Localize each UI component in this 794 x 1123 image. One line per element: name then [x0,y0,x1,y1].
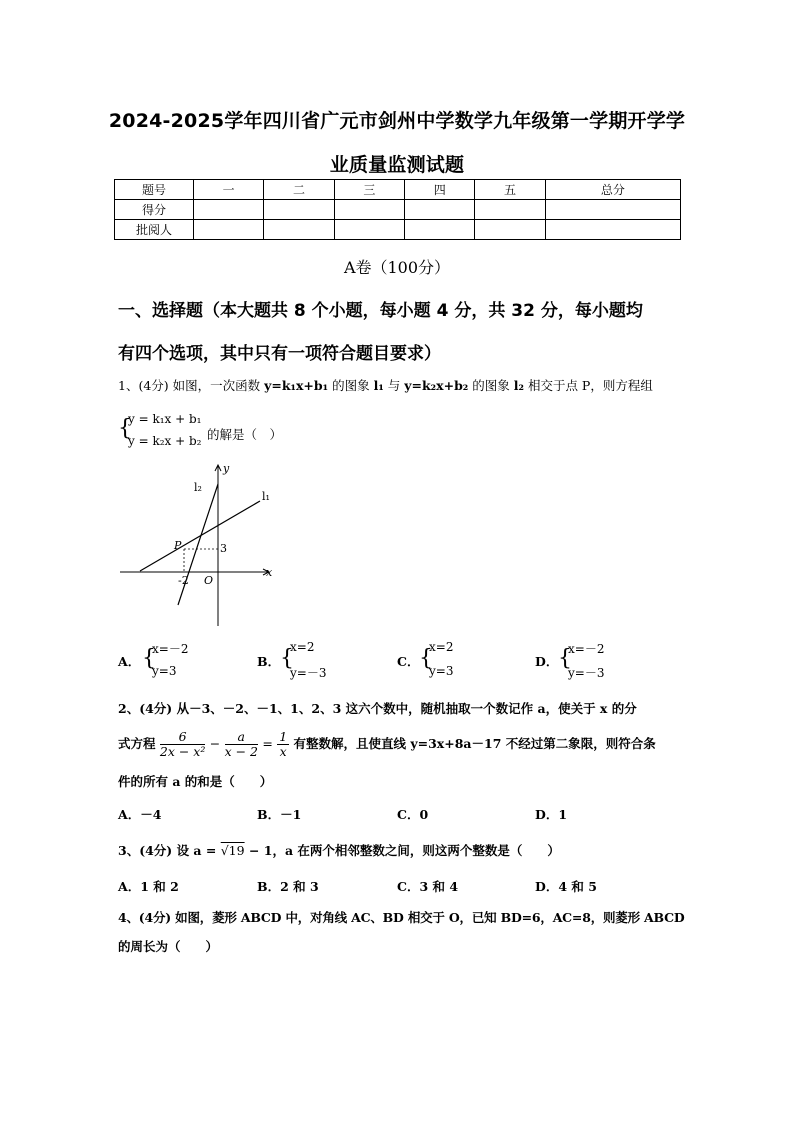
label-origin: O [204,574,214,587]
label-neg2: -2 [178,574,189,587]
question-4-line2: 的周长为（ ） [118,939,219,954]
fraction-numerator: a [225,730,258,745]
score-row-label: 批阅人 [115,220,194,240]
score-header-cell: 一 [194,180,264,200]
q1-option-b[interactable] [257,652,280,670]
q1-system-top: y = k₁x + b₁ [128,412,202,426]
q1-option-c-brace: { [419,646,433,671]
q1-text: 的图象 [468,378,514,393]
section-a-heading: A卷（100分） [343,258,451,277]
question-4-line1: 4、(4分) 如图，菱形 ABCD 中，对角线 AC、BD 相交于 O，已知 BD=6，AC=8，则菱形 ABCD [118,910,685,925]
q1-option-d-bottom: y=－3 [568,666,605,680]
q1-option-d-top: x=－2 [568,642,605,656]
score-header-cell: 三 [334,180,404,200]
q3-option-c[interactable]: C．3 和 4 [397,879,459,894]
option-letter: A． [118,654,141,669]
score-table-row [115,200,681,220]
label-l2: l₂ [194,481,202,494]
q1-text: 的图象 [328,378,374,393]
q1-option-b-bottom: y=－3 [290,666,327,680]
q1-equation-1: y=k₁x+b₁ [264,378,329,393]
label-3: 3 [220,542,227,555]
q2-equals: = [262,736,273,751]
score-cell[interactable] [194,220,264,240]
q2-option-d[interactable]: D．1 [535,807,568,822]
score-table-header-row [115,180,681,200]
label-p: P [174,539,182,552]
section1-heading-line1: 一、选择题（本大题共 8 个小题，每小题 4 分，共 32 分，每小题均 [118,301,643,321]
label-y: y [223,462,230,475]
q1-system-brace: { [118,416,132,441]
fraction-numerator: 1 [279,729,288,744]
q1-prefix: 1、(4分) 如图，一次函数 [118,378,265,393]
q3-option-a[interactable]: A．1 和 2 [118,879,179,894]
fraction-denominator: x − 2 [224,744,258,759]
line-l1 [140,501,260,571]
q2-fraction-2 [225,730,258,759]
q2-suffix: 有整数解，且使直线 y=3x+8a－17 不经过第二象限，则符合条 [293,736,656,751]
score-cell[interactable] [334,220,404,240]
fraction-denominator: 2x − x² [159,744,206,759]
q1-text: 相交于点 P，则方程组 [523,378,653,393]
score-cell[interactable] [264,200,334,220]
q1-option-d-brace: { [558,646,572,671]
question-1-stem [118,376,680,394]
q1-option-c-bottom: y=3 [429,664,454,678]
question-3-stem [118,841,680,859]
label-x: x [266,566,273,579]
option-letter: D． [535,654,559,669]
question-2-line1: 2、(4分) 从－3、－2、－1、1、2、3 这六个数中，随机抽取一个数记作 a，使关于 x 的分 [118,701,637,716]
q1-option-a-top: x=－2 [152,642,189,656]
question-2-line3: 件的所有 a 的和是（ ） [118,774,273,789]
q2-fraction-1 [160,730,205,759]
score-cell[interactable] [475,220,545,240]
q3-option-d[interactable]: D．4 和 5 [535,879,597,894]
question-2-line2 [118,724,680,764]
option-letter: C． [397,654,420,669]
q1-option-a[interactable] [118,652,140,670]
fraction-numerator: 6 [160,730,205,745]
q2-minus: − [209,736,221,751]
score-header-cell: 四 [405,180,475,200]
q1-line-l2: l₂ [513,378,524,393]
fraction-denominator: x [279,744,287,759]
q1-option-d[interactable] [535,652,558,670]
q2-option-c[interactable]: C．0 [397,807,429,822]
q3-prefix: 3、(4分) 设 a = [118,843,221,858]
score-cell[interactable] [405,220,475,240]
q1-option-c-top: x=2 [429,640,454,654]
q2-fraction-3 [277,730,289,759]
q1-option-b-top: x=2 [290,640,315,654]
q1-graph [118,460,278,630]
exam-title-line1: 2024-2025学年四川省广元市剑州中学数学九年级第一学期开学学 [108,110,686,132]
q3-option-b[interactable]: B．2 和 3 [257,879,319,894]
score-cell[interactable] [405,200,475,220]
option-letter: B． [257,654,281,669]
score-cell[interactable] [264,220,334,240]
score-table-row [115,220,681,240]
q1-option-a-bottom: y=3 [152,664,177,678]
exam-title-line2: 业质量监测试题 [329,154,465,176]
section1-heading-line2: 有四个选项，其中只有一项符合题目要求） [118,344,441,364]
score-cell[interactable] [475,200,545,220]
q2-prefix: 式方程 [118,736,156,751]
q1-option-c[interactable] [397,652,419,670]
q2-option-a[interactable]: A．－4 [118,807,162,822]
score-cell[interactable] [545,200,680,220]
q1-tail: 的解是（ ） [207,427,283,442]
q1-option-b-brace: { [280,646,294,671]
score-header-cell: 题号 [115,180,194,200]
label-l1: l₁ [262,490,270,503]
score-table [114,179,681,240]
q1-system-bottom: y = k₂x + b₂ [128,434,202,448]
score-row-label: 得分 [115,200,194,220]
score-cell[interactable] [545,220,680,240]
q3-after: − 1，a 在两个相邻整数之间，则这两个整数是（ ） [244,843,560,858]
score-header-cell: 二 [264,180,334,200]
q1-text: 与 [383,378,405,393]
q1-equation-2: y=k₂x+b₂ [404,378,469,393]
score-cell[interactable] [194,200,264,220]
score-header-cell: 五 [475,180,545,200]
q1-line-l1: l₁ [373,378,384,393]
score-cell[interactable] [334,200,404,220]
q1-option-a-brace: { [142,646,156,671]
q3-radical: √19 [220,843,245,858]
q2-option-b[interactable]: B．－1 [257,807,302,822]
score-header-cell: 总分 [545,180,680,200]
